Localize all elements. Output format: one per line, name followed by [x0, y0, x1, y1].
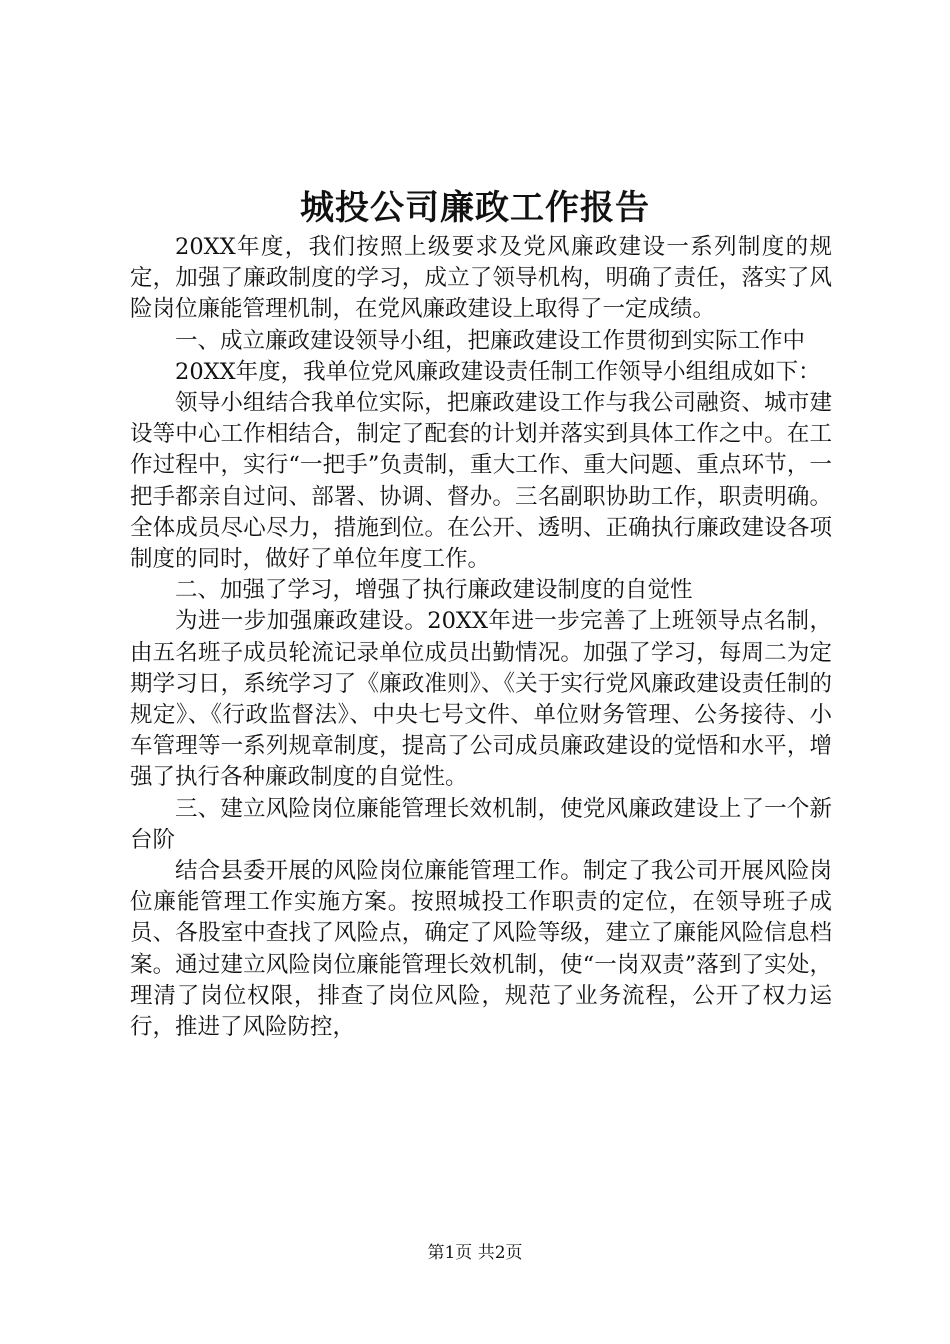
- page-footer: 第1页 共2页: [427, 1243, 523, 1263]
- paragraph-study: 为进一步加强廉政建设。20XX年进一步完善了上班领导点名制，由五名班子成员轮流记录单位成员出勤情况。加强了学习，每周二为定期学习日，系统学习了《廉政准则》、《关于实行党风廉政建设责任制的规定》、《行政监督法》、中央七号文件、单位财务管理、公务接待、小车管理等一系列规章制度，提高了公司成员廉政建设的觉悟和水平，增强了执行各种廉政制度的自觉性。: [130, 608, 832, 791]
- paragraph-risk-management: 结合县委开展的风险岗位廉能管理工作。制定了我公司开展风险岗位廉能管理工作实施方案。按照城投工作职责的定位，在领导班子成员、各股室中查找了风险点，确定了风险等级，建立了廉能风险信息档案。通过建立风险岗位廉能管理长效机制，使“一岗双责”落到了实处，理清了岗位权限，排查了岗位风险，规范了业务流程，公开了权力运行，推进了风险防控，: [130, 858, 832, 1041]
- paragraph-group-composition: 20XX年度，我单位党风廉政建设责任制工作领导小组组成如下：: [175, 358, 821, 385]
- paragraph-leadership: 领导小组结合我单位实际，把廉政建设工作与我公司融资、城市建设等中心工作相结合，制定了配套的计划并落实到具体工作之中。在工作过程中，实行“一把手”负责制，重大工作、重大问题、重点环节，一把手都亲自过问、部署、协调、督办。三名副职协助工作，职责明确。全体成员尽心尽力，措施到位。在公开、透明、正确执行廉政建设各项制度的同时，做好了单位年度工作。: [130, 390, 832, 573]
- document-body: [130, 232, 832, 1043]
- section-heading-3: 三、建立风险岗位廉能管理长效机制，使党风廉政建设上了一个新台阶: [130, 795, 832, 853]
- paragraph-intro: 20XX年度，我们按照上级要求及党风廉政建设一系列制度的规定，加强了廉政制度的学习，成立了领导机构，明确了责任，落实了风险岗位廉能管理机制，在党风廉政建设上取得了一定成绩。: [130, 234, 832, 323]
- document-title: 城投公司廉政工作报告: [300, 188, 650, 228]
- section-heading-2: 二、加强了学习，增强了执行廉政建设制度的自觉性: [175, 577, 693, 604]
- section-heading-1: 一、成立廉政建设领导小组，把廉政建设工作贯彻到实际工作中: [175, 327, 806, 354]
